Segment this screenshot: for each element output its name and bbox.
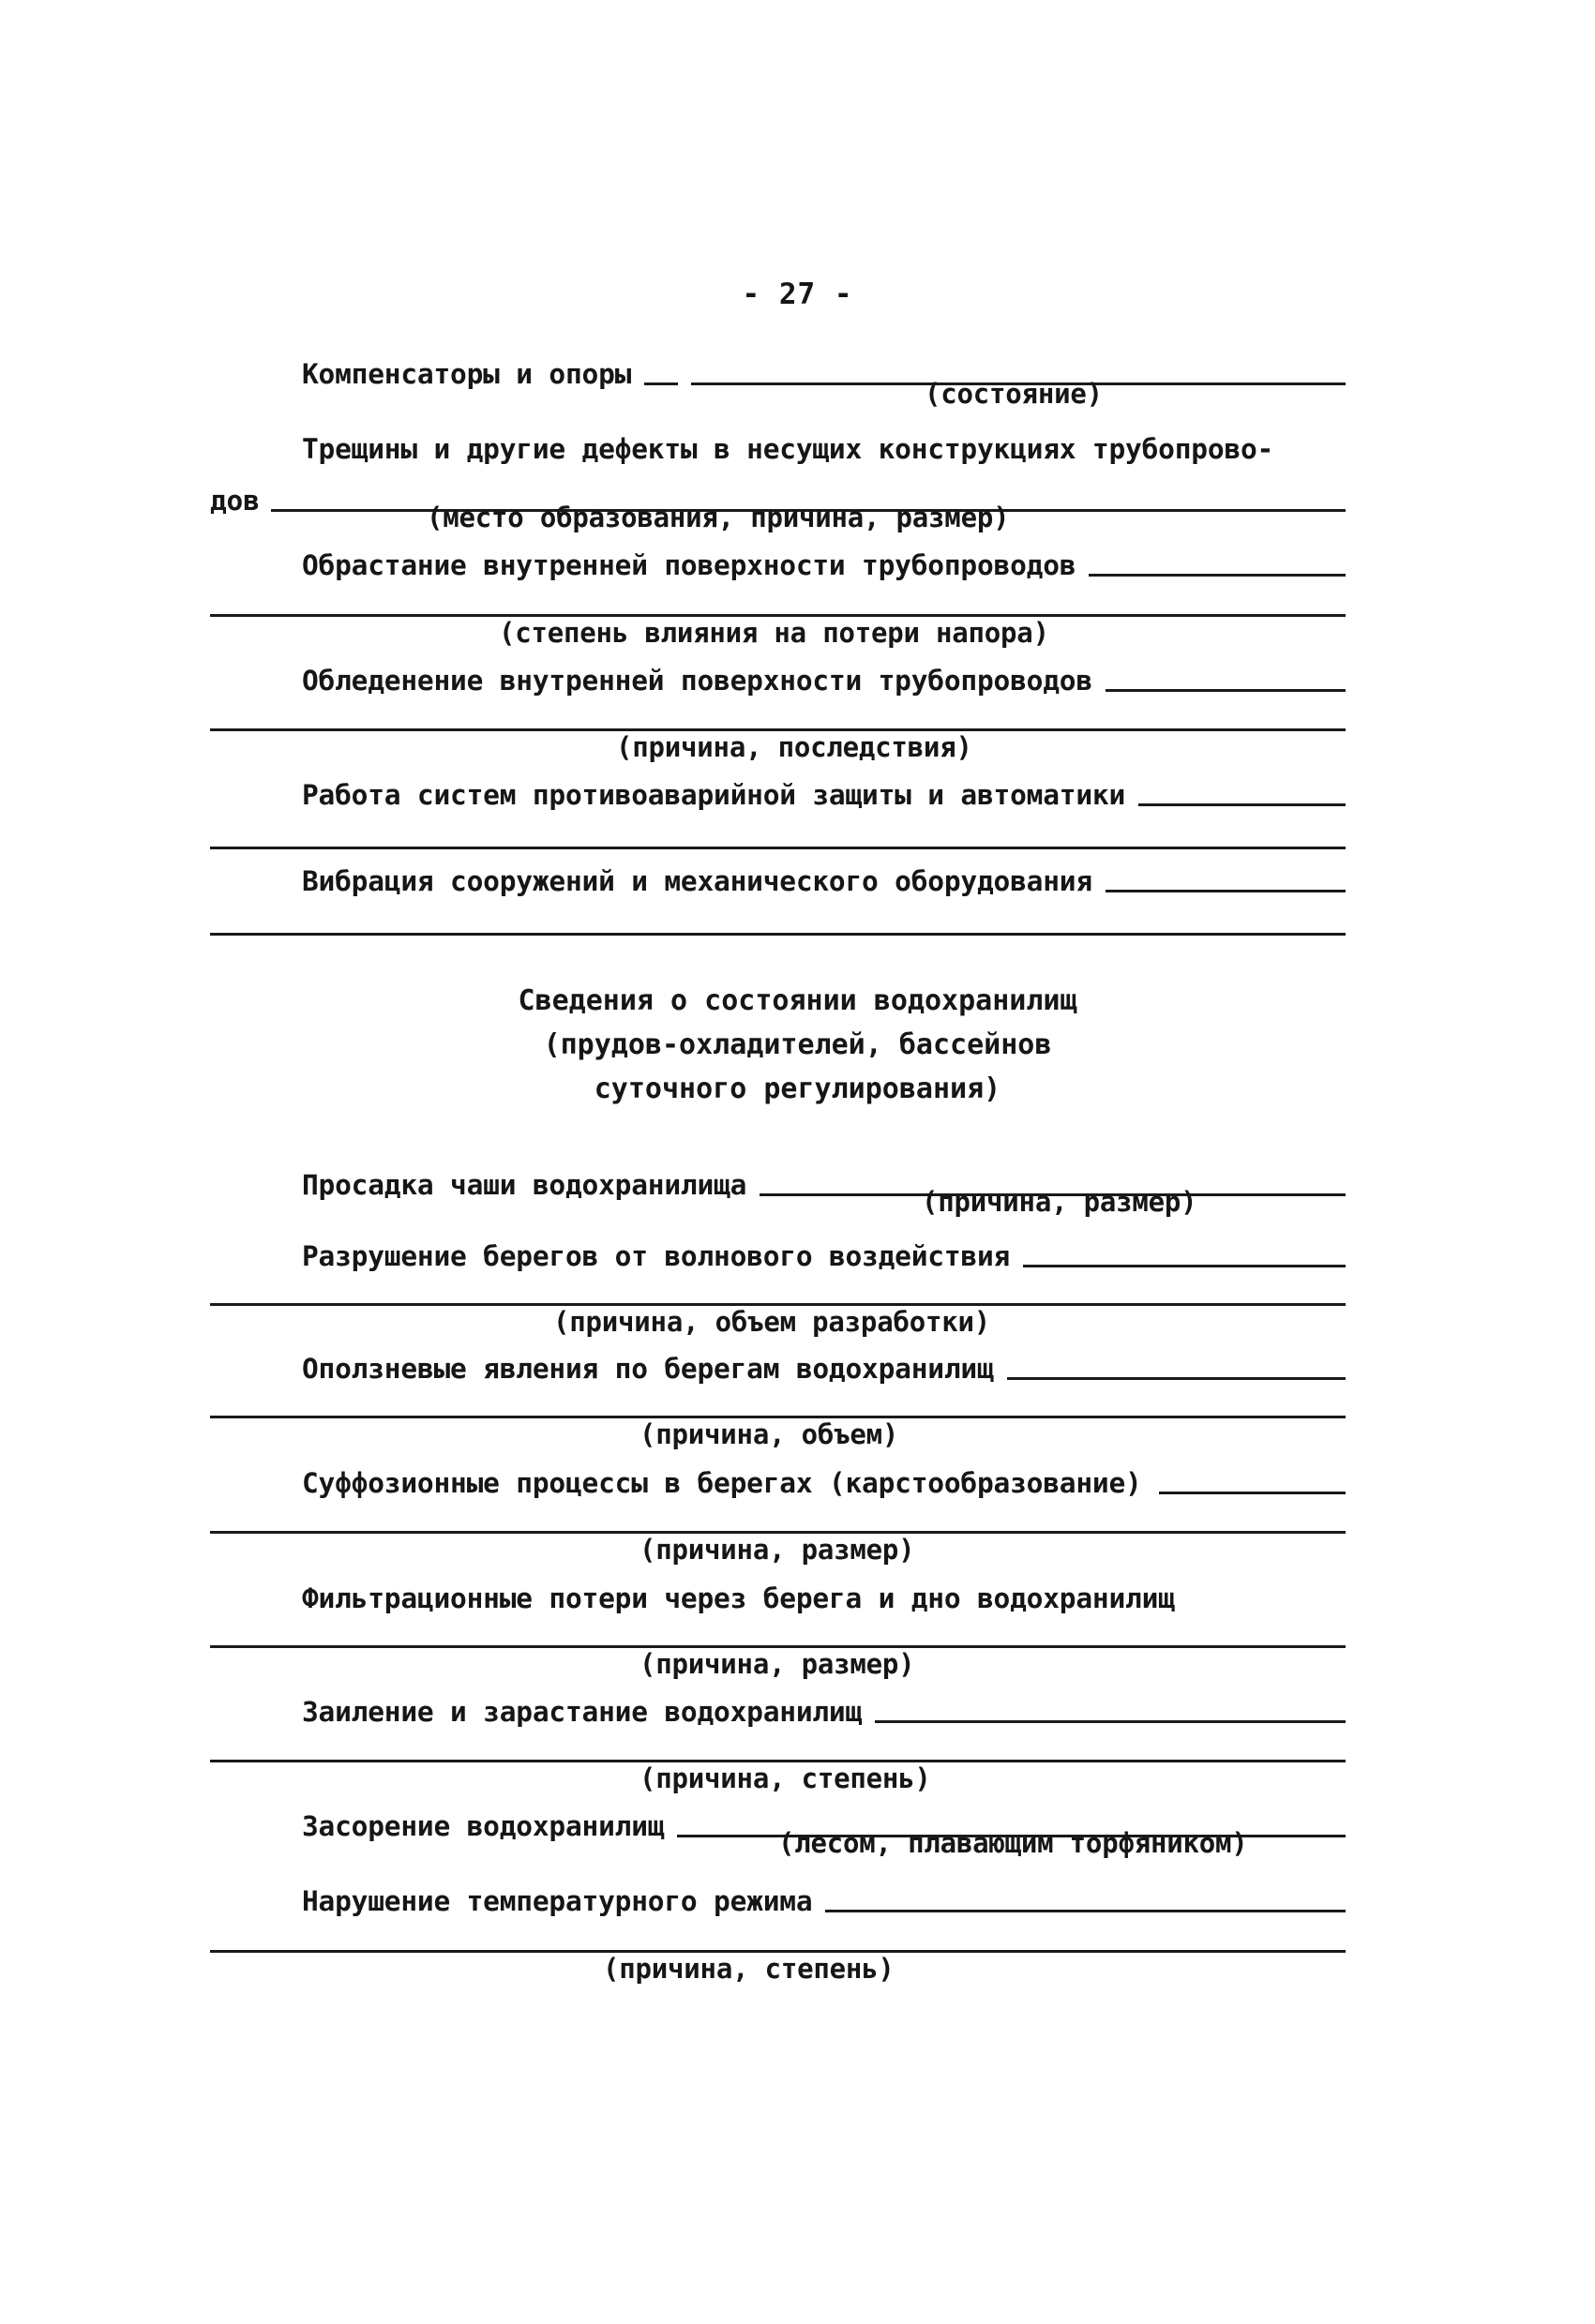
field-label: Обрастание внутренней поверхности трубопроводов [302, 549, 1076, 581]
field-label: Засорение водохранилищ [302, 1810, 665, 1842]
fill-line-full[interactable] [210, 933, 1346, 936]
form-row-compensators [302, 349, 1346, 390]
page-number: - 27 - [742, 277, 853, 311]
form-row-siltation [302, 1687, 1346, 1728]
fill-line[interactable] [1007, 1377, 1346, 1380]
form-row-shore-erosion [302, 1231, 1346, 1272]
fill-line[interactable] [1138, 803, 1346, 806]
field-label: Фильтрационные потери через берега и дно водохранилищ [302, 1582, 1175, 1614]
field-hint: (причина, размер) [922, 1186, 1197, 1218]
fill-line-full[interactable] [210, 847, 1346, 849]
field-label: Обледенение внутренней поверхности трубопроводов [302, 665, 1092, 697]
field-label: Оползневые явления по берегам водохранилищ [302, 1353, 994, 1385]
form-row-temperature-regime [302, 1876, 1346, 1917]
form-row-filtration-losses [302, 1573, 1346, 1614]
field-hint: (причина, последствия) [616, 731, 972, 763]
field-hint: (лесом, плавающим торфяником) [778, 1827, 1248, 1859]
form-row-icing [302, 655, 1346, 697]
field-hint: (место образования, причина, размер) [427, 502, 1010, 533]
section-heading-line-3: суточного регулирования) [594, 1072, 1001, 1105]
field-label: Вибрация сооружений и механического оборудования [302, 865, 1092, 897]
field-hint: (степень влияния на потери напора) [499, 617, 1049, 649]
fill-line[interactable] [1106, 890, 1346, 892]
field-hint: (причина, размер) [640, 1534, 915, 1566]
field-hint: (состояние) [925, 378, 1103, 410]
field-hint: (причина, степень) [640, 1762, 931, 1794]
form-row-landslides [302, 1343, 1346, 1385]
field-hint: (причина, размер) [640, 1648, 915, 1680]
field-hint: (причина, объем разработки) [553, 1306, 991, 1338]
field-label: Работа систем противоаварийной защиты и автоматики [302, 779, 1126, 811]
form-row-fouling [302, 540, 1346, 581]
field-label: Компенсаторы и опоры [302, 358, 632, 390]
form-row-vibration [302, 856, 1346, 897]
field-label: Заиление и зарастание водохранилищ [302, 1696, 863, 1728]
fill-line[interactable] [1089, 574, 1346, 577]
field-label: Нарушение температурного режима [302, 1885, 813, 1917]
fill-line[interactable] [825, 1910, 1346, 1912]
fill-line[interactable] [875, 1720, 1346, 1723]
form-row-cracks [302, 424, 1346, 465]
field-label: Разрушение берегов от волнового воздействия [302, 1240, 1011, 1272]
fill-line[interactable] [1159, 1492, 1346, 1494]
section-heading-line-2: (прудов-охладителей, бассейнов [543, 1028, 1052, 1061]
field-label-continuation: дов [210, 485, 260, 517]
form-row-suffosion [302, 1458, 1346, 1499]
fill-dash [644, 382, 678, 385]
fill-line[interactable] [1023, 1265, 1346, 1267]
field-hint: (причина, объем) [640, 1418, 899, 1450]
field-label: Суффозионные процессы в берегах (карстообразование) [302, 1467, 1142, 1499]
fill-line[interactable] [1106, 689, 1346, 692]
field-hint: (причина, степень) [603, 1953, 895, 1985]
field-label: Просадка чаши водохранилища [302, 1169, 747, 1201]
field-label: Трещины и другие дефекты в несущих конструкциях трубопрово- [302, 433, 1274, 465]
section-heading-line-1: Сведения о состоянии водохранилищ [518, 984, 1077, 1017]
form-row-protection-systems [302, 770, 1346, 811]
